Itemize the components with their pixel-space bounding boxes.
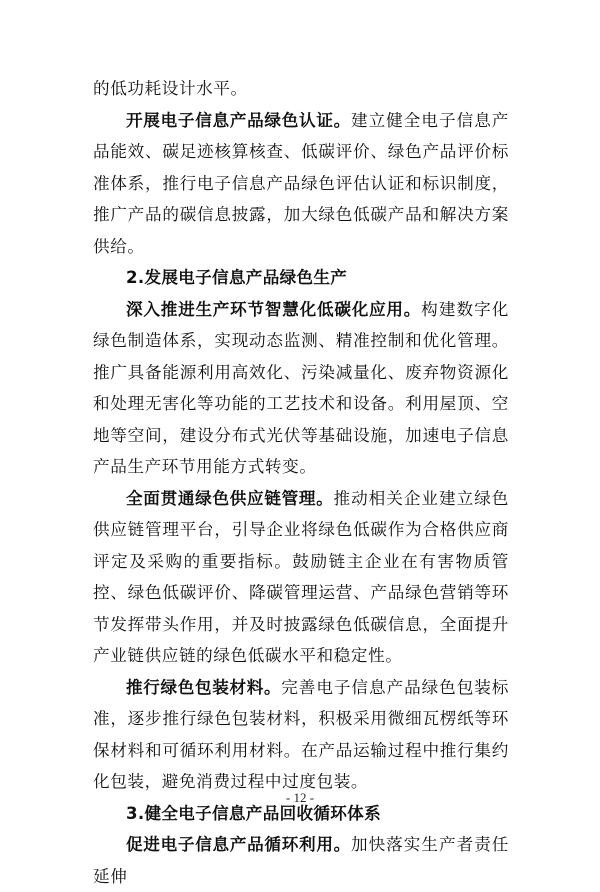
paragraph-green-supply-chain (93, 483, 509, 672)
paragraph-lead: 开展电子信息产品绿色认证。 (126, 110, 351, 130)
paragraph-green-packaging (93, 672, 509, 798)
paragraph-text: 完善电子信息产品绿色包装标准，逐步推行绿色包装材料，积极采用微细瓦楞纸等环保材料和可循环利用材料。在产品运输过程中推行集约化包装，避免消费过程中过度包装。 (93, 677, 509, 791)
paragraph-text: 加快落实生产者责任延伸 (93, 835, 509, 886)
paragraph-text: 构建数字化绿色制造体系，实现动态监测、精准控制和优化管理。推广具备能源利用高效化、污染减量化、废弃物资源化和处理无害化等功能的工艺技术和设备。利用屋顶、空地等空间，建设分布式光伏等基础设施，加速电子信息产品生产环节用能方式转变。 (93, 299, 509, 476)
section-heading-green-production: 2.发展电子信息产品绿色生产 (126, 268, 348, 287)
paragraph-text: 的低功耗设计水平。 (93, 79, 248, 98)
paragraph-lead: 全面贯通绿色供应链管理。 (126, 488, 334, 508)
paragraph-text: 建立健全电子信息产品能效、碳足迹核算核查、低碳评价、绿色产品评价标准体系，推行电子信息产品绿色评估认证和标识制度，推广产品的碳信息披露，加大绿色低碳产品和解决方案供给。 (93, 110, 509, 256)
paragraph-green-certification (93, 105, 509, 263)
document-body (93, 73, 509, 892)
paragraph-lead: 深入推进生产环节智慧化低碳化应用。 (126, 299, 422, 319)
section-heading-recycling: 3.健全电子信息产品回收循环体系 (126, 803, 381, 823)
paragraph-lead: 推行绿色包装材料。 (126, 677, 282, 697)
paragraph-text: 推动相关企业建立绿色供应链管理平台，引导企业将绿色低碳作为合格供应商评定及采购的重要指标。鼓励链主企业在有害物质管控、绿色低碳评价、降碳管理运营、产品绿色营销等环节发挥带头作用，并及时披露绿色低碳信息，全面提升产业链供应链的绿色低碳水平和稳定性。 (93, 488, 509, 665)
paragraph-smart-low-carbon (93, 294, 509, 483)
paragraph-lead: 促进电子信息产品循环利用。 (126, 835, 351, 854)
paragraph-continuation (93, 73, 509, 105)
page-number: - 12 - (285, 790, 315, 805)
paragraph-recycling-use (93, 829, 509, 892)
